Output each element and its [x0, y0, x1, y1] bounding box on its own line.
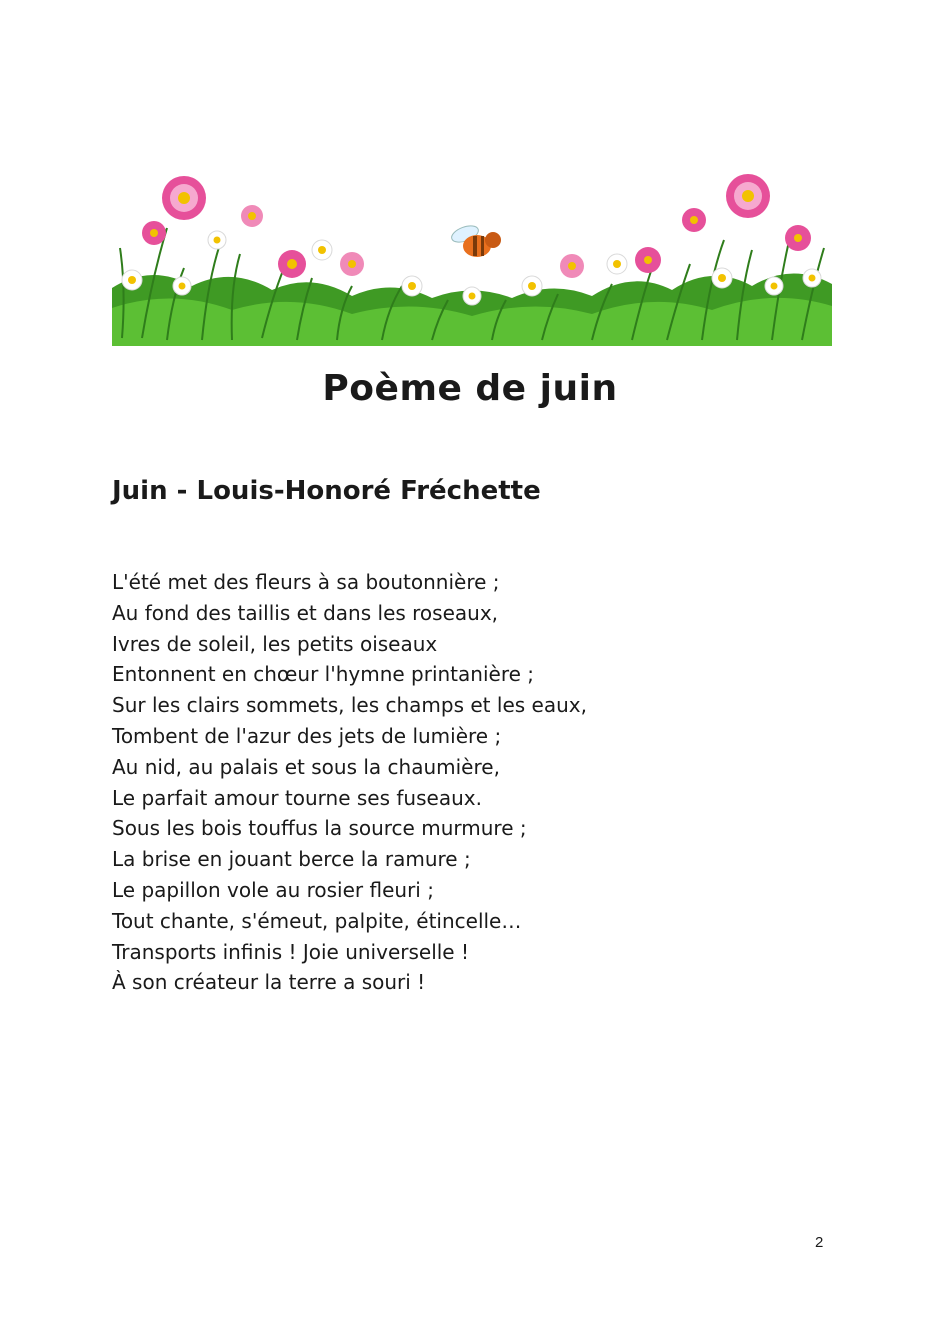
flower-meadow-icon [112, 168, 832, 346]
poem-line: Sous les bois touffus la source murmure ; [112, 816, 527, 841]
poem-line: La brise en jouant berce la ramure ; [112, 847, 471, 872]
cosmos-flowers [142, 174, 811, 278]
poem-heading: Juin - Louis-Honoré Fréchette [112, 476, 541, 506]
page-number: 2 [815, 1234, 824, 1251]
poem-line: L'été met des fleurs à sa boutonnière ; [112, 570, 500, 594]
page-title: Poème de juin [322, 368, 618, 409]
bee-icon [449, 223, 501, 257]
poem-line: Au fond des taillis et dans les roseaux, [112, 600, 499, 625]
poem-line: Tout chante, s'émeut, palpite, étincelle… [112, 908, 522, 933]
poem-line: Tombent de l'azur des jets de lumière ; [112, 723, 502, 748]
poem-line: Au nid, au palais et sous la chaumière, [112, 754, 500, 779]
poem-line: Sur les clairs sommets, les champs et les eaux, [112, 693, 587, 718]
poem-text [112, 567, 587, 998]
flower-meadow-banner [112, 168, 832, 346]
poem-line: Transports infinis ! Joie universelle ! [112, 939, 469, 964]
poem-line: Le papillon vole au rosier fleuri ; [112, 877, 434, 902]
poem-line: Entonnent en chœur l'hymne printanière ; [112, 662, 535, 687]
poem-line: Le parfait amour tourne ses fuseaux. [112, 785, 482, 810]
poem-line: À son créateur la terre a souri ! [112, 970, 426, 995]
poem-line: Ivres de soleil, les petits oiseaux [112, 631, 438, 656]
